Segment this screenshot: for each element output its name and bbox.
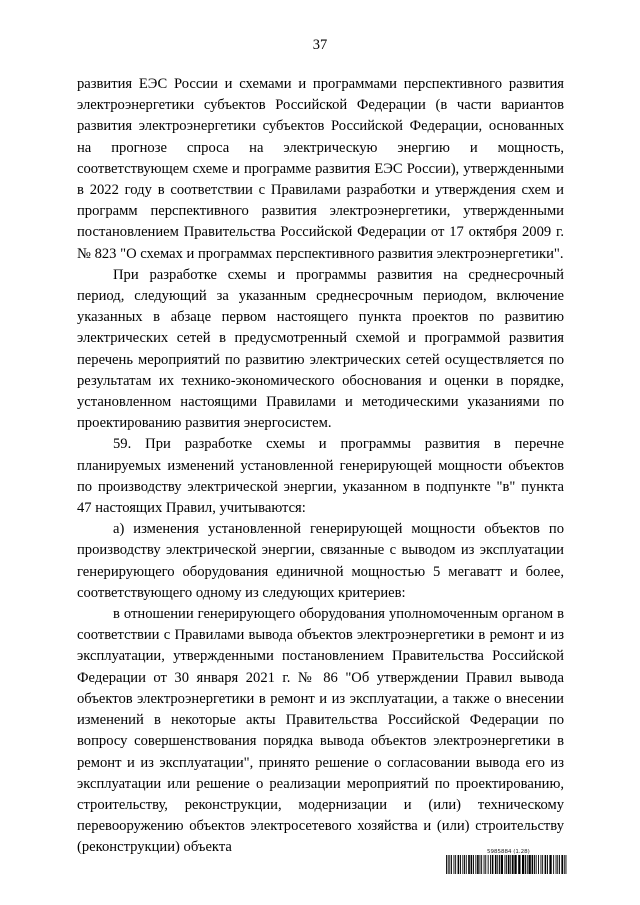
barcode-bar — [561, 855, 563, 874]
barcode-bar — [547, 855, 548, 874]
barcode-bar — [499, 855, 500, 874]
barcode-bar — [484, 855, 485, 874]
barcode-bar — [490, 855, 491, 874]
barcode-bar — [485, 855, 486, 874]
barcode-bar — [557, 855, 558, 874]
barcode-bar — [492, 855, 494, 874]
barcode-bar — [529, 855, 531, 874]
barcode-bar — [566, 855, 567, 874]
paragraph-3: 59. При разработке схемы и программы развития в перечне планируемых изменений установленной генерирующей мощности объектов по производству электрической энергии, указанном в подпункте "в" пункта 47 настоящих Правил, учитываются: — [77, 436, 564, 517]
barcode-bar — [464, 855, 465, 874]
barcode-bar — [522, 855, 524, 874]
barcode-bar — [545, 855, 547, 874]
barcode-bar — [538, 855, 539, 874]
paragraph-2: При разработке схемы и программы развития на среднесрочный период, следующий за указанным среднесрочным периодом, включение указанных в абзаце первом настоящего пункта проектов по развитию электрических сетей в предусмотренный схемой и программой развития перечень мероприятий по развитию электрических сетей осуществляется по результатам их технико-экономического обоснования и оценки в порядке, установленном настоящими Правилами и методическими указаниями по проектированию развития энергосистем. — [77, 266, 564, 432]
paragraph-4: а) изменения установленной генерирующей мощности объектов по производству электрической энергии, связанные с выводом из эксплуатации генерирующего оборудования единичной мощностью 5 мегаватт и более, соответствующего одному из следующих критериев: — [77, 521, 564, 601]
barcode-bar — [564, 855, 565, 874]
paragraph-5: в отношении генерирующего оборудования уполномоченным органом в соответствии с Правилами вывода объектов электроэнергетики в ремонт и из эксплуатации, утвержденными постановлением Правительства Российской Федерации от 30 января 2021 г. № 86 "Об утверждении Правил вывода объектов электроэнергетики в ремонт и из эксплуатации, а также о внесении изменений в некоторые акты Правительства Российской Федерации по вопросу совершенствования порядка вывода объектов электроэнергетики в ремонт и из эксплуатации", принято решение о согласовании вывода его из эксплуатации или решение о реализации мероприятий по проектированию, строительству, реконструкции, модернизации и (или) техническому перевооружению объектов электросетевого хозяйства и (или) строительству (реконструкции) объекта — [77, 606, 564, 856]
barcode-bar — [559, 855, 560, 874]
barcode-bar — [542, 855, 543, 874]
barcode-bar — [451, 855, 452, 874]
barcode-bar — [454, 855, 455, 874]
barcode-image — [446, 855, 568, 874]
barcode-bar — [458, 855, 460, 874]
barcode-bar — [446, 855, 447, 874]
barcode-bar — [460, 855, 461, 874]
barcode-bar — [505, 855, 506, 874]
barcode-bar — [534, 855, 535, 874]
barcode-bar — [497, 855, 498, 874]
barcode-bar — [455, 855, 456, 874]
barcode-bar — [481, 855, 482, 874]
barcode-bar — [471, 855, 473, 874]
barcode-bar — [501, 855, 503, 874]
document-body — [77, 74, 564, 859]
barcode-bar — [536, 855, 537, 874]
barcode-bar — [462, 855, 463, 874]
barcode-bar — [556, 855, 557, 874]
barcode-bar — [508, 855, 510, 874]
paragraph-1: развития ЕЭС России и схемами и программами перспективного развития электроэнергетики субъектов Российской Федерации (в части вариантов развития электроэнергетики субъектов Российской Федерации, основанных на прогнозе спроса на электрическую энергию и мощность, соответствующем схеме и программе развития ЕЭС России), утвержденными в 2022 году в соответствии с Правилами разработки и утверждения схем и программ перспективного развития электроэнергетики, утвержденными постановлением Правительства Российской Федерации от 17 октября 2009 г. № 823 "О схемах и программах перспективного развития электроэнергетики". — [77, 76, 564, 262]
barcode-bar — [553, 855, 554, 874]
barcode-bar — [527, 855, 528, 874]
barcode-bar — [510, 855, 511, 874]
barcode-bar — [480, 855, 481, 874]
barcode-bar — [518, 855, 520, 874]
barcode-bar — [477, 855, 479, 874]
barcode-bar — [488, 855, 489, 874]
barcode-bar — [466, 855, 467, 874]
barcode-bar — [532, 855, 534, 874]
barcode-bar — [541, 855, 542, 874]
barcode-bar — [495, 855, 497, 874]
barcode-label: 5985884 (1.28) — [487, 849, 530, 855]
barcode-bar — [514, 855, 516, 874]
barcode-bar — [506, 855, 507, 874]
page-number: 37 — [312, 37, 328, 53]
barcode-bar — [448, 855, 449, 874]
barcode-bar — [512, 855, 514, 874]
barcode-bar — [468, 855, 470, 874]
barcode-bar — [549, 855, 551, 874]
barcode-bar — [473, 855, 474, 874]
barcode-bar — [475, 855, 476, 874]
barcode-bar — [525, 855, 526, 874]
barcode-bar — [449, 855, 450, 874]
